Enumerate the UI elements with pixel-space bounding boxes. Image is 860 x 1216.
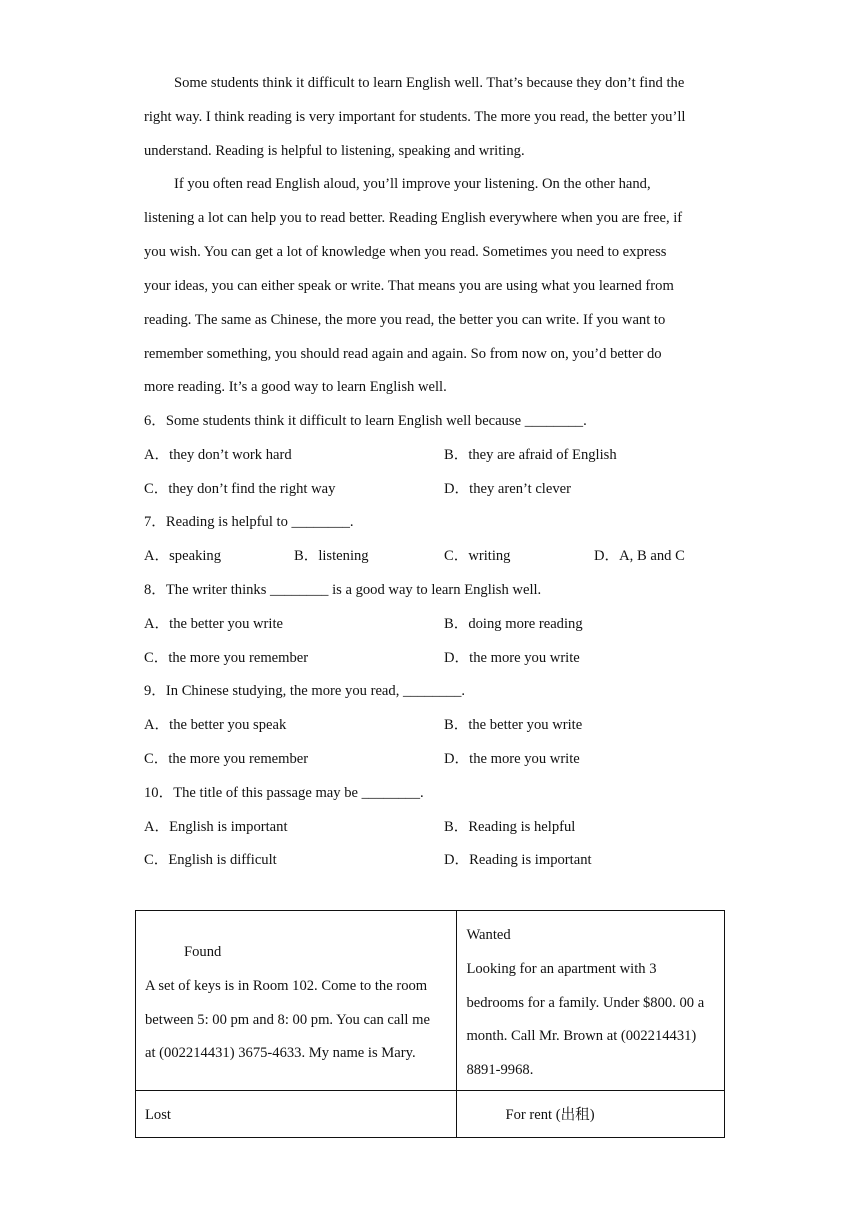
option-a[interactable]: A．English is important bbox=[144, 819, 288, 835]
question-stem: 6．Some students think it difficult to learn English well because ________. bbox=[144, 413, 587, 429]
option-c[interactable]: C．they don’t find the right way bbox=[144, 481, 336, 497]
for-rent-notice bbox=[457, 1091, 725, 1138]
found-notice bbox=[136, 911, 457, 1091]
passage-line: listening a lot can help you to read better. Reading English everywhere when you are free, if bbox=[144, 210, 683, 226]
question-stem: 9．In Chinese studying, the more you read, ________. bbox=[144, 683, 466, 699]
option-d[interactable]: D．the more you write bbox=[444, 751, 580, 767]
option-c[interactable]: C．the more you remember bbox=[144, 650, 309, 666]
option-c[interactable]: C．English is difficult bbox=[144, 852, 277, 868]
passage-line: If you often read English aloud, you’ll improve your listening. On the other hand, bbox=[174, 176, 651, 192]
option-d[interactable]: D．A, B and C bbox=[594, 548, 685, 564]
option-d[interactable]: D．they aren’t clever bbox=[444, 481, 571, 497]
notice-text: at (002214431) 3675-4633. My name is Mary. bbox=[145, 1045, 416, 1061]
table-row bbox=[136, 911, 725, 1091]
option-b[interactable]: B．doing more reading bbox=[444, 616, 583, 632]
notice-text: month. Call Mr. Brown at (002214431) bbox=[466, 1028, 697, 1044]
notice-heading: For rent (出租) bbox=[505, 1107, 595, 1123]
option-d[interactable]: D．Reading is important bbox=[444, 852, 592, 868]
passage-line: understand. Reading is helpful to listening, speaking and writing. bbox=[144, 143, 525, 159]
option-b[interactable]: B．Reading is helpful bbox=[444, 819, 576, 835]
passage-line: more reading. It’s a good way to learn English well. bbox=[144, 379, 447, 395]
question-stem: 7．Reading is helpful to ________. bbox=[144, 514, 354, 530]
notices-table bbox=[135, 910, 725, 1138]
option-c[interactable]: C．writing bbox=[444, 548, 511, 564]
question-stem: 8．The writer thinks ________ is a good way to learn English well. bbox=[144, 582, 542, 598]
option-a[interactable]: A．the better you write bbox=[144, 616, 284, 632]
passage-line: your ideas, you can either speak or write. That means you are using what you learned from bbox=[144, 278, 674, 294]
passage-line: remember something, you should read again and again. So from now on, you’d better do bbox=[144, 346, 662, 362]
option-a[interactable]: A．the better you speak bbox=[144, 717, 287, 733]
passage-line: right way. I think reading is very important for students. The more you read, the better you’ll bbox=[144, 109, 686, 125]
notice-heading: Wanted bbox=[466, 927, 511, 943]
option-d[interactable]: D．the more you write bbox=[444, 650, 580, 666]
lost-notice bbox=[136, 1091, 457, 1138]
notice-text: bedrooms for a family. Under $800. 00 a bbox=[466, 995, 705, 1011]
notice-text: 8891-9968. bbox=[466, 1062, 534, 1078]
option-b[interactable]: B．listening bbox=[294, 548, 369, 564]
notice-text: A set of keys is in Room 102. Come to the room bbox=[145, 978, 428, 994]
option-c[interactable]: C．the more you remember bbox=[144, 751, 309, 767]
table-row bbox=[136, 1091, 725, 1138]
passage-line: you wish. You can get a lot of knowledge when you read. Sometimes you need to express bbox=[144, 244, 667, 260]
passage-line: Some students think it difficult to learn English well. That’s because they don’t find the bbox=[174, 75, 685, 91]
notice-text: between 5: 00 pm and 8: 00 pm. You can call me bbox=[145, 1012, 430, 1028]
option-a[interactable]: A．they don’t work hard bbox=[144, 447, 292, 463]
notice-text: Looking for an apartment with 3 bbox=[466, 961, 657, 977]
wanted-notice bbox=[457, 911, 725, 1091]
notice-heading: Found bbox=[184, 944, 222, 960]
question-stem: 10．The title of this passage may be ________. bbox=[144, 785, 424, 801]
option-b[interactable]: B．the better you write bbox=[444, 717, 583, 733]
passage-line: reading. The same as Chinese, the more you read, the better you can write. If you want to bbox=[144, 312, 666, 328]
option-b[interactable]: B．they are afraid of English bbox=[444, 447, 617, 463]
option-a[interactable]: A．speaking bbox=[144, 548, 222, 564]
notice-heading: Lost bbox=[145, 1107, 171, 1123]
